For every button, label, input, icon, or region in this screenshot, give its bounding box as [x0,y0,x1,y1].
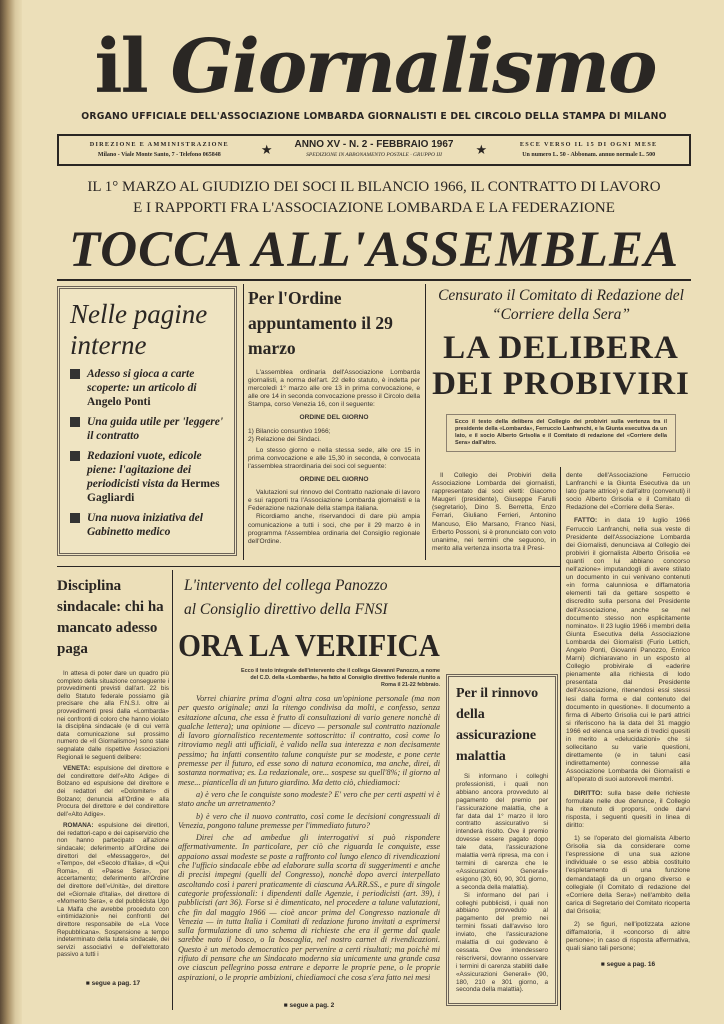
delibera-headline-2-wrap [430,366,692,402]
verifica-headline-text: ORA LA VERIFICA [178,627,440,663]
quesito-1: 1) se l'operato del giornalista Alberto Grisolia sia da considerare come l'espressione di una sua azione individuale o se esso abbia costituito l'espletamento di una funzione demandatagli da un organo diverso e collegiale (il Comitato di redazione del «Corriere della Sera») nell'ambito della carica di Segretario del Comitato ricoperta dal Grisolia; [566,835,690,915]
info-left-1-wrap [59,140,260,150]
verifica-headline [178,626,440,664]
inside-item-text [87,367,224,409]
lead-kicker-2-wrap [57,198,691,219]
verifica-p1: Vorrei chiarire prima d'ogni altra cosa un'opinione personale (ma non per questo originale; anzi la ritengo condivisa da molti, e confesso, senza esitazione alcuna, che essa è frutto di consultazioni di vario genere nonchè di qualche lettera); una opinione — dicevo — personale sul contratto nazionale di lavoro giornalistico recentemente sottoscritto: il contratto, così come lo ritroviamo negli atti ufficiali, è valido nella sua interezza e non decisamente pessimo; ha infatti consentito talune conquiste pur se modeste, e pone certe premesse per il futuro, ed esse sono di natura economica, ma anche, direi, di sostanza normativa; es. La redazionale, ore... sospese su quell'8%; il giorno al mese... pianticella di un futuro giardino. Ma detto ciò, chiediamoci: [178,694,440,787]
column-rule [243,284,244,560]
delibera-headline [430,330,692,402]
info-right-1-wrap [488,140,689,150]
ordine-title: Per l'Ordine appuntamento il 29 marzo [248,288,393,358]
verifica-question-a: a) è vero che le conquiste sono modeste? E' vero che per certi aspetti vi è stato anche un arretramento? [178,789,440,809]
info-left-2-wrap [59,150,260,160]
ordine-odg-2: ORDINE DEL GIORNO [299,476,369,484]
romana-text: espulsione dei direttori, dei redattori-capo e dei capiservizio che non hanno partecipato all'azione sindacale; deferimento all'Ordine dei direttori del «Messaggero», del «Tempo», del «Secolo d'Italia», di «Qui Roma», di «Paese Sera», per accertamento; deferimento all'Ordine del direttore dell'«Unità», del direttore del «Giornale d'Italia», del direttore di «Momento Sera», e del pubblicista Ugo La Malfa che avrebbe proceduto con «intimidazioni» nei confronti del direttore responsabile de «La Voce Repubblicana». Sospensione a tempo indeterminato della tutela sindacale, dei servizi associativi e dell'elettorato passivo a tutti i [57,822,169,959]
verifica-article [178,574,440,664]
delibera-kicker: Censurato il Comitato di Redazione del “Corriere della Sera” [438,287,684,323]
inside-item-italic: Una guida utile per 'leggere' il contratto [87,416,224,442]
fatto-text: in data 19 luglio 1966 Ferruccio Lanfranchi, nella sua veste di Presidente dell'Associazione Lombarda dei Giornalisti, denunciava al Collegio dei probiviri il giornalista Alberto Grisolia «e quanti con lui abbiano concorso nell'azione» imputandogli di avere stilato un documento in cui venivano contenuti «in forma calunniosa e diffamatoria elementi tali da gettare sospetto e discredito sulla persona del Presidente dell'Associazione, anche se nel documento stesso non esplicitamente nominato». Il 23 luglio 1966 i membri della Giunta Esecutiva della Associazione Lombarda dei Giornalisti (Furio Lettich, Angelo Ponti, Giovanni Panozzo, Enrico Marni) dichiaravano in un esposto al Collegio probivirale di «aderire pienamente alla richiesta di lodo presentata dal Presidente dell'Associazione, ritenendosi essi stessi lesi dalla forma e dal contenuto del documento in questione». Il documento a firma di Alberto Grisolia cui le parti attrici si riferiscono ha la data del 31 maggio 1966 ed elenca una serie di tredici quesiti in merito a «delucidazioni» che si sollecitano su varie questioni, direttamente (e in taluni casi indirettamente) connesse alla Associazione Lombarda dei Giornalisti e all'operato di suoi autorevoli membri. [566,517,690,784]
verifica-p2: Direi che ad ambedue gli interrogativi si può rispondere affermativamente. In particolare, per ciò che riguarda le conquiste, esse appaiono assai modeste se poste a raffronto col lungo elenco di rivendicazioni che l'ufficio sindacale ebbe ad elaborare sulla scorta di suggerimenti e anche di precisi impegni (quelli del Congresso), nonchè dopo averci interpellato ascoltando così i pareri praticamente di ciascuna AA.RR.SS., e pure di singole categorie professionali: i dipendenti dalle Agenzie, i periodicisti (art. 39), i pubblicisti (art 36). Forse si è dimenticato, nel procedere a talune valutazioni, che fin dal maggio 1966 — cioè ancor prima del Congresso nazionale di Venezia — in tutta Italia i Comitati di redazione furono invitati a esprimersi sulla formulazione di uno schema di richieste che era il germe dal quale sarebbe nato il bosco, o la boscaglia, nel nostro carnet di rivendicazioni. Questo è un metodo democratico per pervenire a certi risultati; ma poichè mi rifiuto di pensare che un Sindacato moderno sia unicamente una grande casa ove ciascun pellegrino possa entrare e deporre le proprie pene, o le proprie aspirazioni, o le proprie ambizioni, chiediamoci che cosa s'era fatto nei mesi [178,833,440,982]
bullet-square-icon [70,451,80,461]
malattia-box [446,674,558,1006]
inside-pages-list [70,367,224,539]
inside-item-author: Hermes Gagliardi [87,478,220,504]
inside-pages-box [57,286,237,556]
info-center [274,140,475,160]
delibera-headline-1: LA DELIBERA [443,330,679,366]
verifica-kicker-1: L'intervento del collega Panozzo [184,577,388,594]
masthead-title-a: il [94,24,171,110]
malattia-title: Per il rinnovo della assicurazione malattia [456,686,539,764]
delibera-col1: Il Collegio dei Probiviri della Associazione Lombarda dei giornalisti, rappresentato dai soci eletti: Giacomo Maugeri (presidente), Giuseppe Farulli (segretario), Dino S. Berretta, Enzo Ferrari, Giuliano Ferrieri, Antonino Mancuso, Elio Marsano, Franco Nasi, Erberto Possoni, si è pronunciato con voto unanime, nei termini che seguono, in merito alla vertenza insorta tra il Presi- [432,472,556,552]
lead-kicker-2: E I RAPPORTI FRA L'ASSOCIAZIONE LOMBARDA E LA FEDERAZIONE [133,200,615,216]
disciplina-article [57,576,169,1016]
diritto-label: DIRITTO: [574,789,603,797]
ordine-item-1: 1) Bilancio consuntivo 1966; [248,427,331,435]
disciplina-p1: In attesa di poter dare un quadro più completo della situazione conseguente i provvedimenti previsti dall'art. 22 bis dello Statuto federale possiamo già precisare che alla F.N.S.I. oltre ai provvedimenti presi dalla «Lombarda» nei confronti di coloro che hanno violato la disciplina sindacale (e di cui verrà data comunicazione sul prossimo numero de «Il Giornalismo») sono state segnalate dalle rispettive Associazioni Regionali le seguenti delibere: [57,670,169,761]
inside-item-italic: Redazioni vuote, edicole piene: l'agitazione dei periodicisti vista da [87,450,202,490]
info-bar [57,134,691,166]
info-left-2: Milano - Viale Monte Santo, 7 - Telefono 065848 [97,152,221,158]
verifica-kicker [178,574,440,622]
inside-item-italic: Una nuova iniziativa del Gabinetto medico [87,512,203,538]
info-left-1: DIREZIONE E AMMINISTRAZIONE [89,141,229,148]
lead-kicker-1-wrap [57,177,691,198]
lead-kicker-1: IL 1° MARZO AL GIUDIZIO DEI SOCI IL BILANCIO 1966, IL CONTRATTO DI LAVORO [87,179,661,195]
inside-pages-item [70,367,224,409]
issue-info: ANNO XV - N. 2 - FEBBRAIO 1967 [294,139,454,150]
veneta-label: VENETA: [63,765,91,773]
masthead-subtitle-text: ORGANO UFFICIALE DELL'ASSOCIAZIONE LOMBARDA GIORNALISTI E DEL CIRCOLO DELLA STAMPA DI MILANO [81,111,667,122]
masthead-title-b: Giornalismo [170,24,656,110]
masthead-wordmark [95,22,656,112]
masthead-logo [55,22,695,112]
masthead-subtitle [57,111,691,122]
ordine-p4: Ricordiamo anche, riservandoci di dare più ampia comunicazione a tutti i soci, che per il 29 marzo è in programma l'Assemblea ordinaria del Consiglio regionale dell'Ordine. [248,513,420,545]
verifica-intro: Ecco il testo integrale dell'intervento che il collega Giovanni Panozzo, a nome del C.D. della «Lombarda», ha fatto al Consiglio direttivo federale riunito a Roma il 21-22 febbraio. [241,668,440,688]
fatto-label: FATTO: [574,517,598,525]
inside-pages-title: Nelle pagine interne [70,299,208,360]
lead-kicker [57,177,691,219]
divider [57,279,691,281]
delibera-article [430,286,692,452]
inside-pages-item [70,511,224,539]
verifica-body [178,694,440,998]
lead-headline [57,222,691,278]
column-rule [172,570,173,1010]
inside-item-text [87,511,224,539]
ordine-item-2: 2) Relazione dei Sindaci. [248,435,321,443]
divider [57,566,560,567]
star-icon: ★ [475,142,488,157]
inside-item-text [87,415,224,443]
inside-item-author: Angelo Ponti [87,396,151,408]
ordine-odg: ORDINE DEL GIORNO [299,414,369,422]
ordine-p3: Valutazioni sul rinnovo del Contratto nazionale di lavoro e sui rapporti tra l'Associazione Lombarda giornalisti e la Federazione nazionale della stampa italiana. [248,489,420,513]
ordine-p1: L'assemblea ordinaria dell'Associazione Lombarda giornalisti, a norma dell'art. 22 dello statuto, è indetta per mercoledì 1° marzo alle ore 13 in prima convocazione, e alle ore 14 in seconda convocazione presso il Circolo della Stampa, corso Venezia 16, con il seguente: [248,369,420,409]
info-right-2-wrap [488,150,689,160]
delibera-headline-1-wrap [430,330,692,366]
inside-pages-item [70,415,224,443]
star-icon: ★ [260,142,273,157]
romana-label: ROMANA: [63,822,94,830]
lead-headline-text: TOCCA ALL'ASSEMBLEA [69,222,679,278]
issue-info-wrap [274,140,475,150]
diritto-text: sulla base delle richieste formulate nelle due denunce, il Collegio ha ritenuto di proporsi, onde darvi risposta, i seguenti quesiti in linea di diritto: [566,789,690,829]
disciplina-title: Disciplina sindacale: chi ha mancato adesso paga [57,578,164,657]
delibera-intro: Ecco il testo della delibera del Collegio dei probiviri sulla vertenza tra il presidente della «Lombarda», Ferruccio Lanfranchi, e la Giunta esecutiva da un lato, e il socio Alberto Grisolia e il Comitato di redazione del «Corriere della Sera» dall'altro. [446,414,676,452]
inside-pages-item [70,449,224,505]
column-rule [560,467,561,1010]
postal-info: SPEDIZIONE IN ABBONAMENTO POSTALE · GRUPPO III [306,152,442,158]
delibera-continued: ■ segue a pag. 16 [600,961,656,969]
verifica-kicker-2: al Consiglio direttivo della FNSI [184,601,388,618]
delibera-col2-text: dente dell'Associazione Ferruccio Lanfranchi e la Giunta Esecutiva da un lato (parte attrice) e dall'altro (convenuti) il socio Alberto Grisolia e il Comitato di Redazione del «Corriere della Sera». [566,472,690,512]
malattia-p2: Si informano del pari i colleghi pubblicisti, i quali non abbiano provveduto al pagamento del premio nei termini fissati dall'avviso loro inviato, che l'assicurazione malattia di cui godevano è cessata. Ove intendessero reiscriversi, dovranno osservare i termini di carenza stabiliti dalle «Assicurazioni Generali» (90, 180, 210 e 301 giorno, a seconda della malattia). [456,891,548,994]
ordine-article [248,286,420,546]
ordine-p2: Lo stesso giorno e nella stessa sede, alle ore 15 in prima convocazione e alle 15,30 in seconda, è convocata l'assemblea straordinaria dei soci col seguente: [248,446,420,470]
bullet-square-icon [70,369,80,379]
inside-item-italic: Adesso si gioca a carte scoperte: un articolo di [87,368,197,394]
column-rule [425,284,426,560]
disciplina-continued: ■ segue a pag. 17 [85,980,141,988]
bullet-square-icon [70,513,80,523]
info-left [59,140,260,160]
malattia-p1: Si informano i colleghi professionisti, i quali non abbiano ancora provveduto al pagamento del premio per l'assicurazione malattia, che a far data dal 1° marzo il loro contratto assicurativo si intenderà risolto. Ove il premio dovesse essere pagato dopo tale data, l'assicurazione malattia verrà ripresa, ma con i termini di carenza che le «Assicurazioni Generali» esigono (30, 60, 90, 301 giorno, a seconda della malattia). [456,773,548,891]
postal-info-wrap [274,150,475,160]
verifica-continued: ■ segue a pag. 2 [283,1002,335,1009]
delibera-col2 [566,472,690,1010]
inside-item-text [87,449,224,505]
info-right-2: Un numero L. 50 - Abbonam. annuo normale L. 500 [522,152,656,158]
verifica-question-b: b) è vero che il nuovo contratto, così come le decisioni congressuali di Venezia, pongono talune premesse per l'immediato futuro? [178,811,440,830]
bullet-square-icon [70,417,80,427]
veneta-text: espulsione del direttore e del condirettore dell'«Alto Adige» di Bolzano ed espulsione del direttore e dei redattori del «Dolomiten» di Bolzano; denuncia all'Ordine e alla Procura del direttore e del condirettore dell'«Alto Adige». [57,765,169,818]
info-right-1: ESCE VERSO IL 15 DI OGNI MESE [519,141,658,148]
quesito-2: 2) se figuri, nell'ipotizzata azione diffamatoria, il «concorso di altre persone»; in caso di risposta affermativa, quali siano tali persone; [566,920,690,953]
page-binding [0,0,22,1024]
info-right [488,140,689,160]
delibera-headline-2: DEI PROBIVIRI [432,366,690,402]
